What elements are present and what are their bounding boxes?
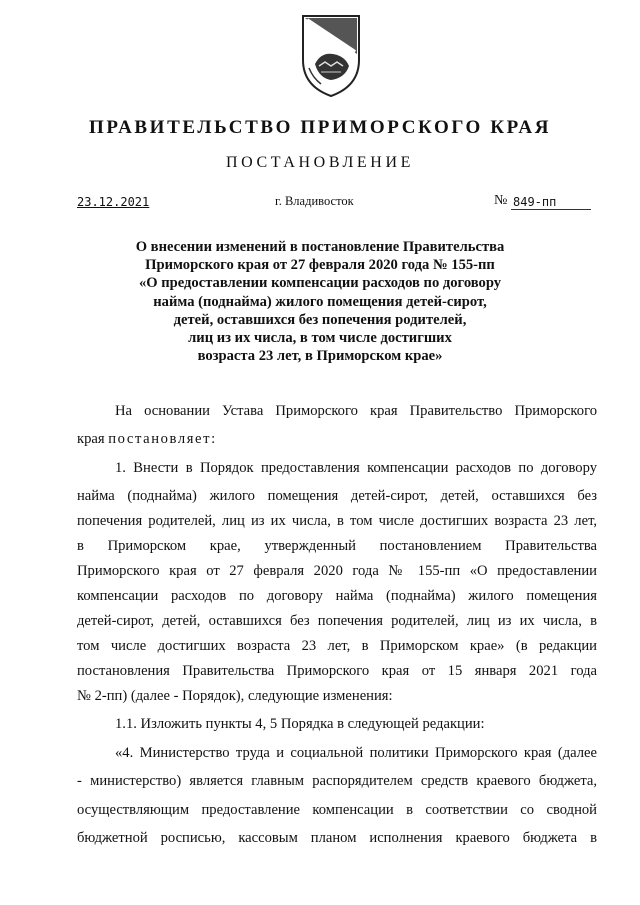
body-text: края [77, 431, 105, 447]
subject-line: «О предоставлении компенсации расходов по договору [138, 275, 502, 292]
document-number-label: № [494, 193, 508, 208]
subject-line: детей, оставшихся без попечения родителей, [173, 311, 467, 328]
subject-line: Приморского края от 27 февраля 2020 года № 155-пп [145, 257, 495, 274]
document-number: 849-пп [511, 195, 591, 210]
body-line: - министерство) является главным распорядителем средств краевого бюджета, [77, 773, 597, 789]
body-line: № 2-пп) (далее - Порядок), следующие изменения: [77, 688, 393, 704]
document-type: ПОСТАНОВЛЕНИЕ [226, 154, 414, 171]
body-line: бюджетной росписью, кассовым планом исполнения краевого бюджета в [77, 830, 597, 846]
body-line: На основании Устава Приморского края Правительство Приморского [115, 403, 597, 419]
body-line: компенсации расходов по договору найма (поднайма) жилого помещения [77, 588, 597, 604]
body-line: в Приморском крае, утвержденный постановлением Правительства [77, 538, 597, 554]
coat-of-arms-emblem [295, 8, 367, 100]
body-line: Приморского края от 27 февраля 2020 года № 155-пп «О предоставлении [77, 563, 597, 579]
document-date: 23.12.2021 [77, 195, 150, 209]
subject-line: лиц из их числа, в том числе достигших [188, 330, 452, 347]
subject-line: возраста 23 лет, в Приморском крае» [197, 348, 443, 365]
body-line: «4. Министерство труда и социальной политики Приморского края (далее [115, 745, 597, 761]
body-line: 1.1. Изложить пункты 4, 5 Порядка в следующей редакции: [115, 716, 485, 732]
body-line [77, 430, 597, 448]
document-subject [0, 238, 640, 365]
body-line: том числе достигших возраста 23 лет, в Приморском крае» (в редакции [77, 638, 597, 654]
decree-word: постановляет: [108, 431, 217, 447]
subject-line: найма (поднайма) жилого помещения детей-сирот, [153, 293, 487, 310]
body-line: попечения родителей, лиц из их числа, в том числе достигших возраста 23 лет, [77, 513, 597, 529]
body-line: детей-сирот, детей, оставшихся без попечения родителей, лиц из их числа, в [77, 613, 597, 629]
body-line: найма (поднайма) жилого помещения детей-сирот, детей, оставшихся без [77, 488, 597, 504]
body-line: постановления Правительства Приморского края от 15 января 2021 года [77, 663, 597, 679]
government-title: ПРАВИТЕЛЬСТВО ПРИМОРСКОГО КРАЯ [88, 117, 552, 138]
document-city: г. Владивосток [275, 194, 354, 208]
subject-line: О внесении изменений в постановление Правительства [135, 239, 505, 255]
body-line: осуществляющим предоставление компенсации в соответствии со сводной [77, 802, 597, 818]
body-line: 1. Внести в Порядок предоставления компенсации расходов по договору [115, 460, 597, 476]
